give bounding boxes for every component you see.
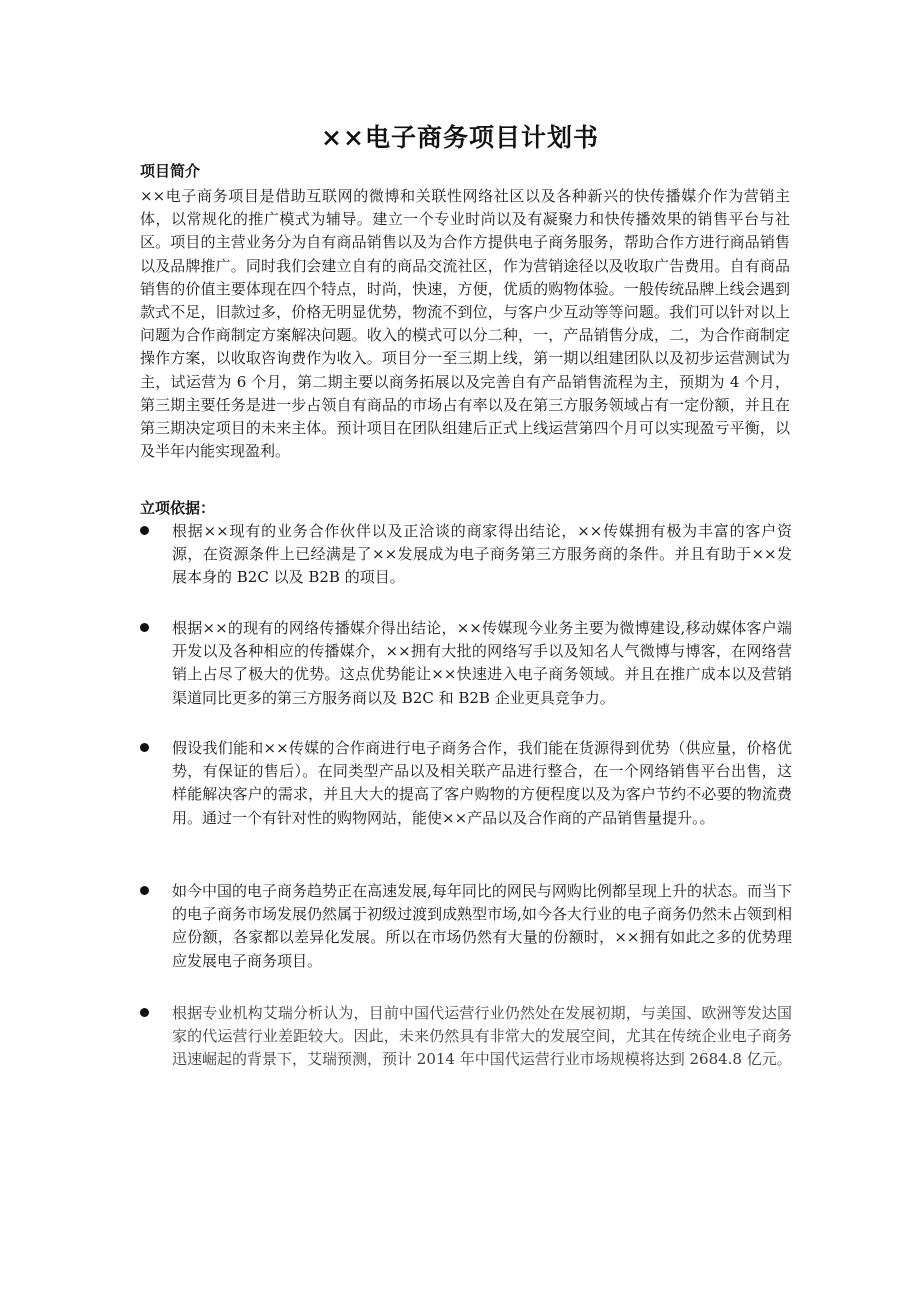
document-title: ××电子商务项目计划书 [321, 123, 599, 152]
bullet-dot-icon [140, 526, 149, 535]
bullet-text: 根据××现有的业务合作伙伴以及正洽谈的商家得出结论，××传媒拥有极为丰富的客户资源，在资源条件上已经满是了××发展成为电子商务第三方服务商的条件。并且有助于××发展本身的 B2C 以及 B2B 的项目。 [172, 522, 792, 587]
bullet-dot-icon [140, 743, 149, 752]
bullet-dot-icon [140, 886, 149, 895]
bullet-dot-icon [140, 1008, 149, 1017]
basis-heading: 立项依据： [140, 499, 216, 517]
bullet-text: 根据××的现有的网络传播媒介得出结论，××传媒现今业务主要为微博建设,移动媒体客户端开发以及各种相应的传播媒介，××拥有大批的网络写手以及知名人气微博与博客，在网络营销上占尽了极大的优势。这点优势能让××快速进入电子商务领域。并且在推广成本以及营销渠道同比更多的第三方服务商以及 B2C 和 B2B 企业更具竞争力。 [172, 619, 792, 707]
intro-paragraph: ××电子商务项目是借助互联网的微博和关联性网络社区以及各种新兴的快传播媒介作为营销主体，以常规化的推广模式为辅导。建立一个专业时尚以及有凝聚力和快传播效果的销售平台与社区。项目的主营业务分为自有商品销售以及为合作方提供电子商务服务，帮助合作方进行商品销售以及品牌推广。同时我们会建立自有的商品交流社区，作为营销途径以及收取广告费用。自有商品销售的价值主要体现在四个特点，时尚，快速，方便，优质的购物体验。一般传统品牌上线会遇到款式不足，旧款过多，价格无明显优势，物流不到位，与客户少互动等等问题。我们可以针对以上问题为合作商制定方案解决问题。收入的模式可以分二种，一，产品销售分成，二，为合作商制定操作方案，以收取咨询费作为收入。项目分一至三期上线，第一期以组建团队以及初步运营测试为主，试运营为 6 个月，第二期主要以商务拓展以及完善自有产品销售流程为主，预期为 4 个月，第三期主要任务是进一步占领自有商品的市场占有率以及在第三方服务领域占有一定份额，并且在第三期决定项目的未来主体。预计项目在团队组建后正式上线运营第四个月可以实现盈亏平衡，以及半年内能实现盈利。 [140, 187, 790, 461]
bullet-text: 如今中国的电子商务趋势正在高速发展,每年同比的网民与网购比例都呈现上升的状态。而当下的电子商务市场发展仍然属于初级过渡到成熟型市场,如今各大行业的电子商务仍然未占领到相应份额，各家都以差异化发展。所以在市场仍然有大量的份额时，××拥有如此之多的优势理应发展电子商务项目。 [172, 882, 792, 970]
intro-heading: 项目简介 [140, 162, 201, 180]
bullet-text: 假设我们能和××传媒的合作商进行电子商务合作，我们能在货源得到优势（供应量，价格优势，有保证的售后）。在同类型产品以及相关联产品进行整合，在一个网络销售平台出售，这样能解决客户的需求，并且大大的提高了客户购物的方便程度以及为客户节约不必要的物流费用。通过一个有针对性的购物网站，能使××产品以及合作商的产品销售量提升。。 [172, 739, 792, 827]
bullet-text: 根据专业机构艾瑞分析认为，目前中国代运营行业仍然处在发展初期，与美国、欧洲等发达国家的代运营行业差距较大。因此，未来仍然具有非常大的发展空间，尤其在传统企业电子商务迅速崛起的背景下，艾瑞预测，预计 2014 年中国代运营行业市场规模将达到 2684.8 亿元。 [172, 1004, 792, 1069]
bullet-dot-icon [140, 623, 149, 632]
